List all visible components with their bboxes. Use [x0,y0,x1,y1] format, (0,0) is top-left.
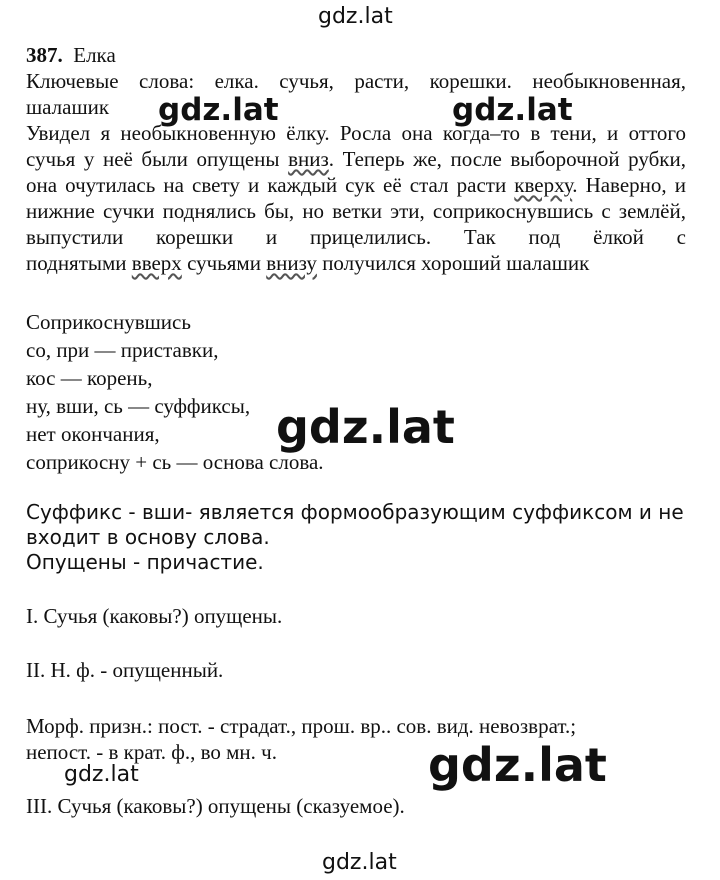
text-segment: сучьями [181,251,267,275]
analysis-ending: нет окончания, [26,422,160,446]
note-line-2: входит в основу слова. [26,525,270,549]
underlined-word-kverhu: кверху [514,173,573,197]
morph-features-line-1: Морф. призн.: пост. - страдат., прош. вр.. сов. вид. невозврат.; [26,714,577,738]
exercise-title: Елка [73,43,116,67]
morph-features-line-2: непост. - в крат. ф., во мн. ч. [26,740,277,764]
underlined-word-vverh: вверх [131,251,182,275]
text-line-4: нижние сучки поднялись бы, но ветки эти, соприкоснувшись с землёй, [26,199,686,223]
text-segment: сучья у неё были опущены [26,147,289,171]
text-segment: . Теперь же, после выборочной рубки, [328,147,687,171]
analysis-word: Соприкоснувшись [26,310,191,334]
exercise-number: 387. [26,43,63,67]
parse-step-1: I. Сучья (каковы?) опущены. [26,604,283,628]
watermark-top: gdz.lat [318,4,393,29]
watermark-lower-right: gdz.lat [428,738,607,792]
text-line-6 [26,250,589,276]
watermark-bottom: gdz.lat [322,850,397,875]
watermark-mid-right: gdz.lat [452,92,573,128]
note-line-1: Суффикс - вши- является формообразующим суффиксом и не [26,500,684,524]
watermark-mid-left: gdz.lat [158,92,279,128]
participle-note: Опущены - причастие. [26,550,264,574]
text-line-3 [26,172,686,198]
underlined-word-vniz: вниз [288,147,329,171]
text-line-5: выпустили корешки и прицелились. Так под ёлкой с [26,225,686,249]
watermark-center: gdz.lat [276,400,455,454]
analysis-root: кос — корень, [26,366,153,390]
text-segment: поднятыми [26,251,132,275]
keywords-line-1: Ключевые слова: елка. сучья, расти, корешки. необыкновенная, [26,69,686,93]
analysis-stem: соприкосну + сь — основа слова. [26,450,324,474]
text-segment: . Наверно, и [572,173,687,197]
text-line-2 [26,146,686,172]
parse-step-2: II. Н. ф. - опущенный. [26,658,224,682]
text-segment: она очутилась на свету и каждый сук её стал расти [26,173,515,197]
text-line-1: Увидел я необыкновенную ёлку. Росла она когда–то в тени, и оттого [26,121,686,145]
analysis-prefixes: со, при — приставки, [26,338,219,362]
text-segment: получился хороший шалашик [316,251,590,275]
analysis-suffixes: ну, вши, сь — суффиксы, [26,394,251,418]
keywords-line-2: шалашик [26,95,110,119]
underlined-word-vnizu: внизу [266,251,317,275]
watermark-lower-left: gdz.lat [64,762,139,787]
exercise-heading [26,42,116,68]
parse-step-3: III. Сучья (каковы?) опущены (сказуемое). [26,794,405,818]
